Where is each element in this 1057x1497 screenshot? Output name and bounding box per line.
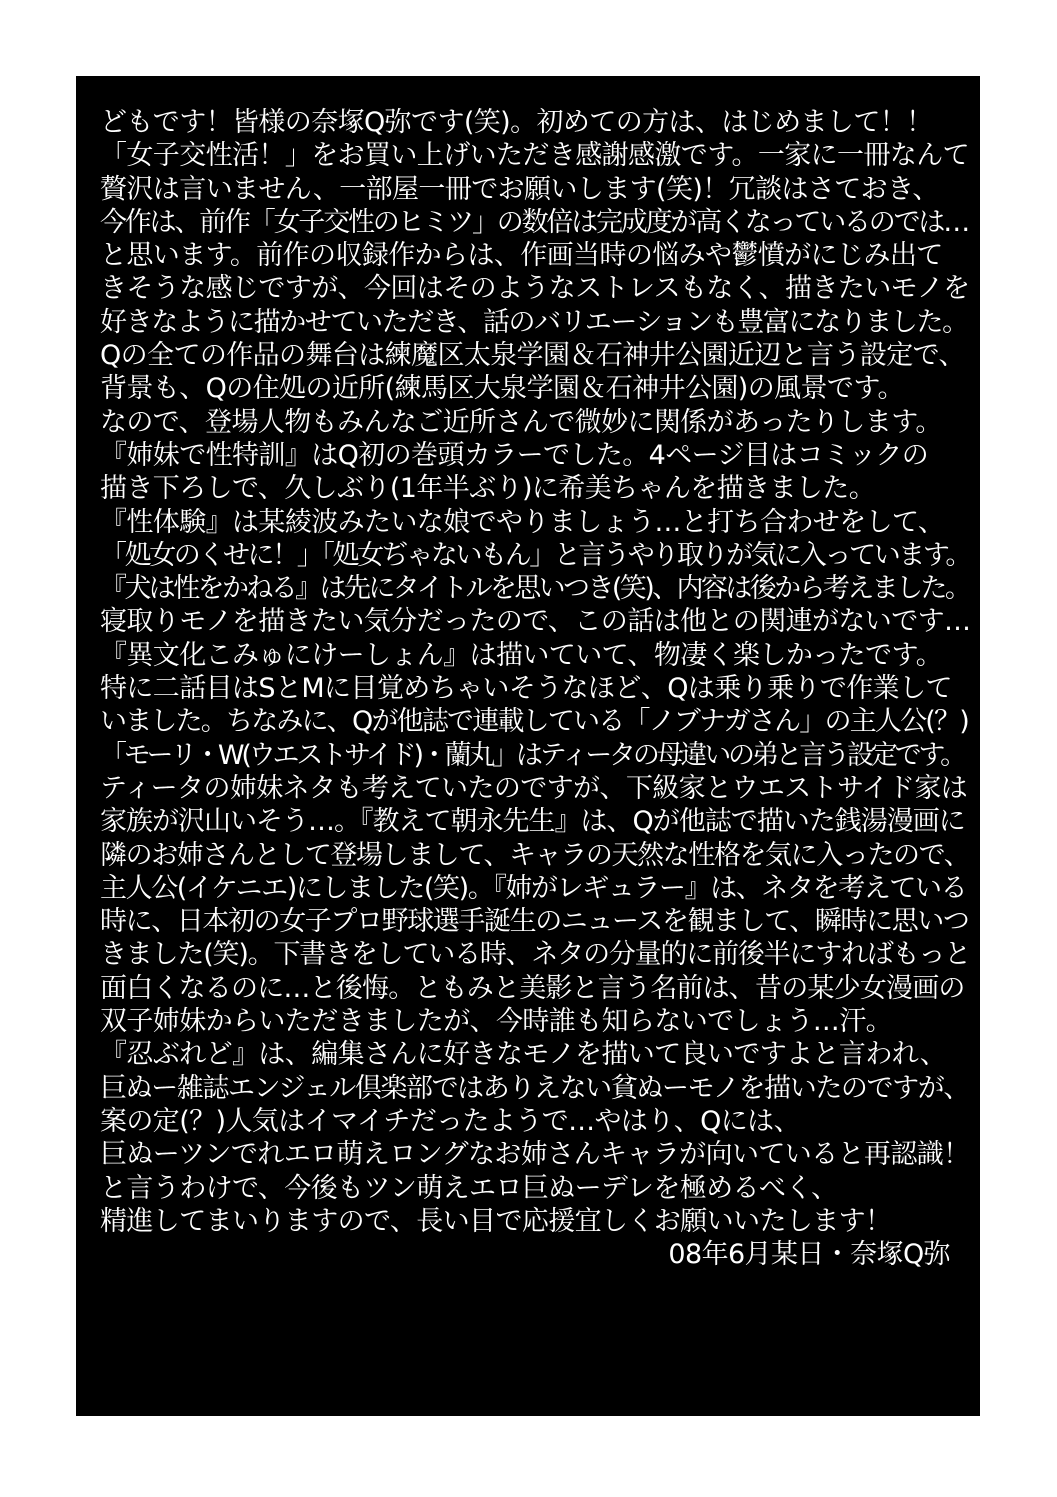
afterword-line: 精進してまいりますので、長い目で応援宜しくお願いいたします！ bbox=[100, 1205, 892, 1237]
afterword-line: 描き下ろしで、久しぶり(1年半ぶり)に希美ちゃんを描きました。 bbox=[100, 473, 876, 505]
signature: 08年6月某日・奈塚Q弥 bbox=[668, 1239, 950, 1271]
afterword-line: 背景も、Qの住処の近所(練馬区大泉学園＆石神井公園)の風景です。 bbox=[100, 373, 904, 405]
afterword-line: 寝取りモノを描きたい気分だったので、この話は他との関連がないです… bbox=[100, 606, 971, 638]
afterword-line: いました。ちなみに、Qが他誌で連載している「ノブナガさん」の主人公(？) bbox=[100, 706, 968, 738]
afterword-line: ティータの姉妹ネタも考えていたのですが、下級家とウエストサイド家は bbox=[100, 772, 968, 804]
afterword-line: 隣のお姉さんとして登場しまして、キャラの天然な性格を気に入ったので、 bbox=[100, 839, 970, 871]
afterword-line: 『姉妹で性特訓』はQ初の巻頭カラーでした。4ページ目はコミックの bbox=[100, 439, 929, 471]
afterword-line: 面白くなるのに…と後悔。ともみと美影と言う名前は、昔の某少女漫画の bbox=[100, 972, 965, 1004]
afterword-line: 『異文化こみゅにけーしょん』は描いていて、物凄く楽しかったです。 bbox=[100, 639, 943, 671]
afterword-line: 『犬は性をかねる』は先にタイトルを思いつき(笑)、内容は後から考えました。 bbox=[100, 573, 970, 605]
afterword-line: なので、登場人物もみんなご近所さんで微妙に関係があったりします。 bbox=[100, 406, 942, 438]
afterword-line: きそうな感じですが、今回はそのようなストレスもなく、描きたいモノを bbox=[100, 273, 970, 305]
afterword-line: 案の定(？)人気はイマイチだったようで…やはり、Qには、 bbox=[100, 1105, 800, 1137]
afterword-line: 好きなように描かせていただき、話のバリエーションも豊富になりました。 bbox=[100, 306, 968, 338]
afterword-line: きました(笑)。下書きをしている時、ネタの分量的に前後半にすればもっと bbox=[100, 939, 971, 971]
afterword-line: 巨ぬー雑誌エンジェル倶楽部ではありえない貧ぬーモノを描いたのですが、 bbox=[100, 1072, 969, 1104]
afterword-line: 双子姉妹からいただきましたが、今時誰も知らないでしょう…汗。 bbox=[100, 1006, 892, 1038]
afterword-line: Qの全ての作品の舞台は練魔区太泉学園＆石神井公園近辺と言う設定で、 bbox=[100, 340, 965, 372]
afterword-line: 『忍ぶれど』は、編集さんに好きなモノを描いて良いですよと言われ、 bbox=[100, 1039, 947, 1071]
afterword-line: と言うわけで、今後もツン萌えエロ巨ぬーデレを極めるべく、 bbox=[100, 1172, 838, 1204]
afterword-line: 時に、日本初の女子プロ野球選手誕生のニュースを観まして、瞬時に思いつ bbox=[100, 906, 969, 938]
afterword-line: 『性体験』は某綾波みたいな娘でやりましょう…と打ち合わせをして、 bbox=[100, 506, 945, 538]
afterword-line: 「処女のくせに！」「処女ぢゃないもん」と言うやり取りが気に入っています。 bbox=[100, 539, 970, 571]
afterword-line: と思います。前作の収録作からは、作画当時の悩みや鬱憤がにじみ出て bbox=[100, 240, 943, 272]
afterword-line: 家族が沢山いそう…。『教えて朝永先生』は、Qが他誌で描いた銭湯漫画に bbox=[100, 806, 965, 838]
afterword-line: 「女子交性活！」をお買い上げいただき感謝感激です。一家に一冊なんて bbox=[100, 140, 970, 172]
afterword-text bbox=[100, 106, 970, 1271]
afterword-line: 主人公(イケニエ)にしました(笑)。『姉がレギュラー』は、ネタを考えている bbox=[100, 872, 967, 904]
afterword-panel bbox=[76, 76, 980, 1416]
afterword-line: 今作は、前作「女子交性のヒミツ」の数倍は完成度が高くなっているのでは… bbox=[100, 206, 968, 238]
afterword-line: 「モーリ・W(ウエストサイド)・蘭丸」はティータの母違いの弟と言う設定です。 bbox=[100, 739, 964, 771]
afterword-line: どもです！皆様の奈塚Q弥です(笑)。初めての方は、はじめまして！！ bbox=[100, 107, 933, 138]
afterword-line: 特に二話目はSとMに目覚めちゃいそうなほど、Qは乗り乗りで作業して bbox=[100, 673, 952, 705]
afterword-line: 贅沢は言いません、一部屋一冊でお願いします(笑)！冗談はさておき、 bbox=[100, 173, 939, 205]
afterword-line: 巨ぬーツンでれエロ萌えロングなお姉さんキャラが向いていると再認識！ bbox=[100, 1139, 970, 1171]
